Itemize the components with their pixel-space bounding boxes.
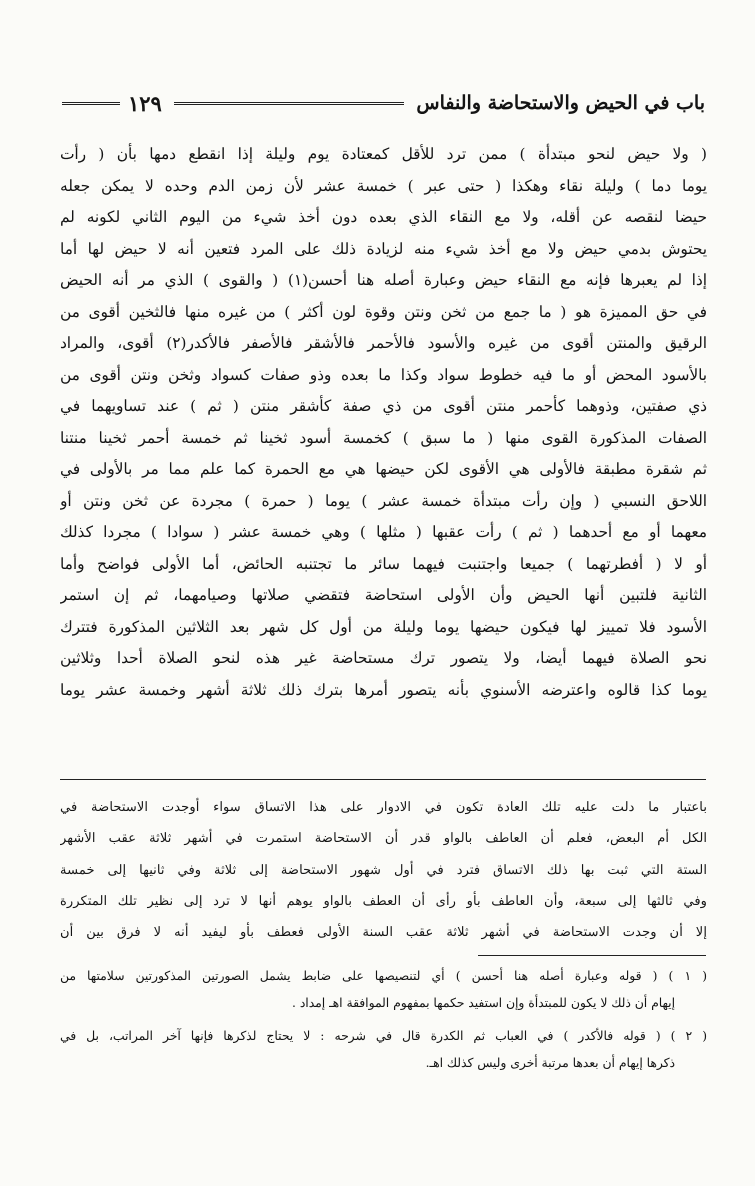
- footnote-line: ( ٢ ) ( قوله فالأكدر ) في العباب ثم الكدرة قال في شرحه : لا يحتاج لذكرها فإنها آخر المراتب، بل في: [60, 1029, 707, 1043]
- text-line: الثانية فلتبين أنها الحيض وأن الأولى استحاضة فتقضي صلاتها وصيامهما، ثم إن استمر: [60, 586, 707, 604]
- text-line: في حق المميزة هو ( ما جمع من ثخن ونتن وقوة لون أكثر ) من غيره منها فالثخين أقوى من: [60, 302, 707, 321]
- footnote-2: [60, 1023, 707, 1077]
- header-rule: [174, 102, 405, 105]
- text-line: يوما دما ) وليلة نقاء وهكذا ( حتى عبر ) خمسة عشر لأن زمن الدم وحده لا يمكن جعله: [60, 176, 707, 195]
- text-line: أو لا ( أفطرتهما ) جميعا واجتنبت فيهما سائر ما تجتنبه الحائض، أما الأولى فواضح وأما: [60, 554, 707, 573]
- text-line: الصفات المذكورة القوى منها ( ما سبق ) كخمسة أسود ثخينا ثم خمسة أحمر ثخينا منتنا: [60, 428, 707, 447]
- text-line: الأسود فلا تمييز لها فيكون حيضها يوما وليلة من أول كل شهر بعد الثلاثين المذكورة فتترك: [60, 617, 707, 636]
- text-line: معهما أو مع أحدهما ( ثم ) رأت عقبها ( مثلها ) وهي خمسة عشر ( سوادا ) مجردا كذلك: [60, 523, 707, 541]
- text-line: ذي صفتين، وذوهما كأحمر منتن أقوى من ذي صفة كأشقر منتن ( ثم ) عند تساويهما في: [60, 397, 707, 415]
- text-line: نحو الصلاة فيهما أيضا، ولا يتصور ترك مستحاضة غير هذه لنحو الصلاة أحدا وثلاثين: [60, 649, 707, 667]
- page-number: ١٢٩: [128, 90, 162, 116]
- note-line: وفي ثالثها إلى سبعة، وأن العاطف بأو رأى أن العطف بالواو يوهم أنها لا ترد إلى نظير تلك المتكررة: [60, 893, 707, 909]
- main-text: [60, 139, 707, 706]
- text-line: بالأسود المحض أو ما فيه خطوط سواد وكذا ما بعده وذو صفات كسواد وثخن ونتن أقوى من: [60, 365, 707, 384]
- section-divider: [60, 779, 706, 780]
- footnote-line: إيهام أن ذلك لا يكون للمبتدأة وإن استفيد حكمها بمفهوم الموافقة اهـ إمداد .: [292, 996, 675, 1010]
- footnote-line: ذكرها إيهام أن بعدها مرتبة أخرى وليس كذلك اهـ.: [425, 1056, 675, 1070]
- text-line: يوما كذا قالوه واعترضه الأسنوي بأنه يتصور أمرها بترك ذلك ثلاثة أشهر وخمسة عشر يوما: [60, 680, 707, 699]
- text-line: حيضا لنقصه عن أقله، ولا مع النقاء الذي بعده دون أخذ شيء من اليوم الثاني لكونه لم: [60, 208, 707, 226]
- continued-notes: [60, 792, 707, 948]
- text-line: إذا لم يعبرها فإنه مع النقاء حيض وعبارة أصله هنا أحسن(١) ( والقوى ) الذي مر أنه الحيض: [60, 271, 707, 289]
- chapter-title: باب في الحيض والاستحاضة والنفاس: [416, 92, 705, 114]
- footnotes: [60, 963, 707, 1083]
- text-line: ثم شقرة مطبقة فالأولى هي الأقوى لكن حيضها هي مع الحمرة كما علم مما مر بالأولى في: [60, 460, 707, 478]
- footnote-divider: [478, 955, 706, 956]
- note-line: الكل أم البعض، فعلم أن العاطف بالواو قدر أن الاستحاضة استمرت في أشهر ثلاثة عقب الأشهر: [60, 831, 707, 847]
- text-line: اللاحق النسبي ( وإن رأت مبتدأة خمسة عشر ) يوما ( حمرة ) مجردة عن ثخن ونتن أو: [60, 491, 707, 510]
- text-line: ( ولا حيض لنحو مبتدأة ) ممن ترد للأقل كمعتادة يوم وليلة إذا انقطع دمها بأن ( رأت: [60, 145, 707, 163]
- text-line: يحتوش بدمي حيض ولا مع أخذ شيء منه لزيادة ذلك على المرد فتعين أنه لا حيض لها أما: [60, 239, 707, 258]
- running-header: [62, 86, 705, 120]
- header-rule-end: [62, 102, 120, 105]
- note-line: باعتبار ما دلت عليه تلك العادة تكون في الادوار على هذا الاتساق سواء أوجدت الاستحاضة في: [60, 800, 707, 815]
- footnote-line: ( ١ ) ( قوله وعبارة أصله هنا أحسن ) أي لتنصيصها على ضابط يشمل الصورتين المذكورتين سلامتها من: [60, 969, 707, 983]
- text-line: الرقيق والمنتن أقوى من غيره والأسود فالأحمر فالأشقر فالأصفر فالأكدر(٢) أقوى، والمراد: [60, 334, 707, 352]
- note-line: الستة التي ثبت بها ذلك الاتساق فترد في أول شهور الاستحاضة إلى ثلاثة وفي ثانيها إلى خمسة: [60, 862, 707, 878]
- footnote-1: [60, 963, 707, 1017]
- note-line: إلا أن وجدت الاستحاضة في أشهر ثلاثة عقب السنة الأولى فعطف بأو ليفيد أنه لا فرق بين أن: [60, 925, 707, 941]
